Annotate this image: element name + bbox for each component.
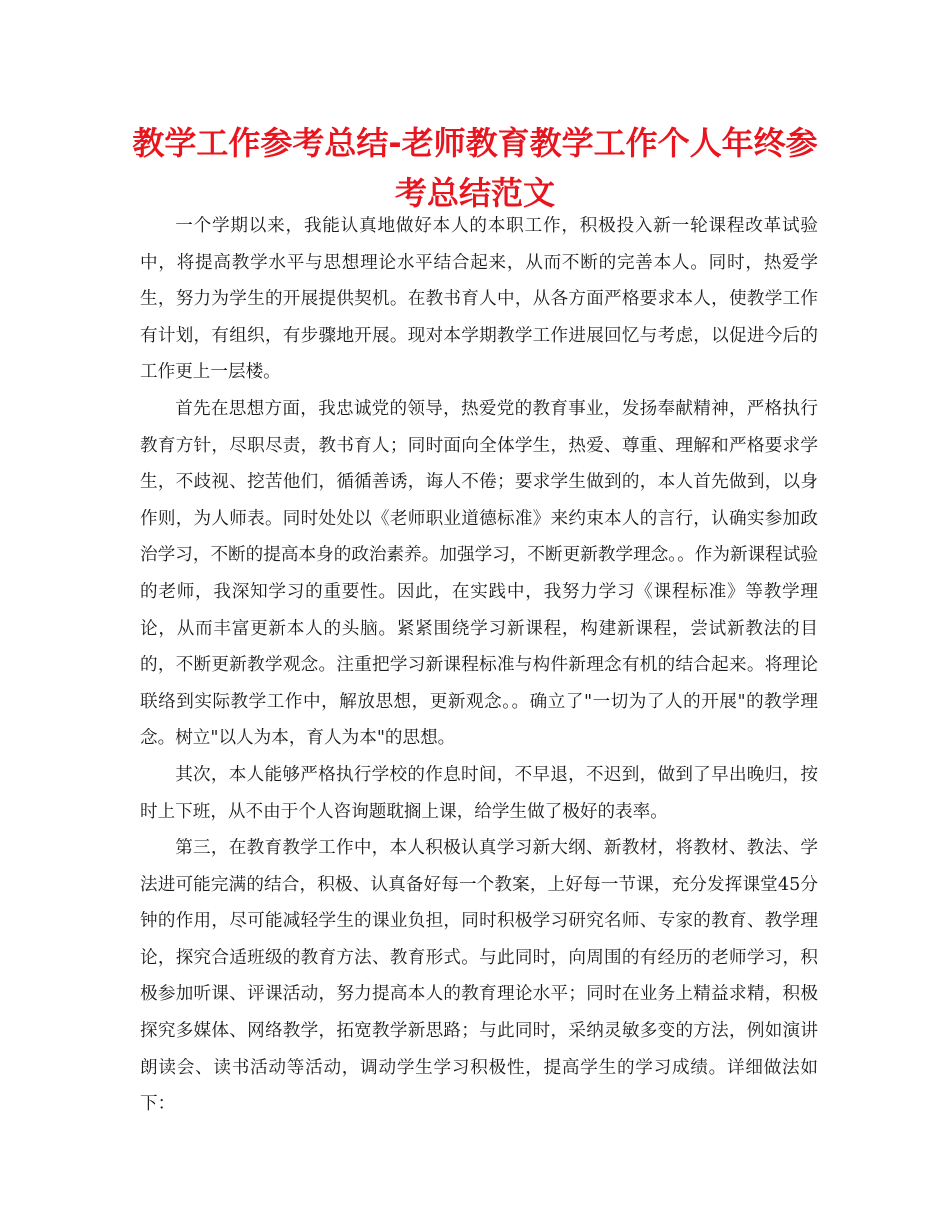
document-body xyxy=(140,208,818,1123)
title-line-1: 教学工作参考总结-老师教育教学工作个人年终参 xyxy=(132,124,818,162)
paragraph-teaching: 第三，在教育教学工作中，本人积极认真学习新大纲、新教材，将教材、教法、学法进可能完满的结合，积极、认真备好每一个教案，上好每一节课，充分发挥课堂45分钟的作用，尽可能减轻学生的课业负担，同时积极学习研究名师、专家的教育、教学理论，探究合适班级的教育方法、教育形式。与此同时，向周围的有经历的老师学习，积极参加听课、评课活动，努力提高本人的教育理论水平；同时在业务上精益求精，积极探究多媒体、网络教学，拓宽教学新思路；与此同时，采纳灵敏多变的方法，例如演讲朗读会、读书活动等活动，调动学生学习积极性，提高学生的学习成绩。详细做法如下： xyxy=(140,838,818,1115)
title-line-2: 考总结范文 xyxy=(394,174,555,212)
paragraph-intro: 一个学期以来，我能认真地做好本人的本职工作，积极投入新一轮课程改革试验中，将提高教学水平与思想理论水平结合起来，从而不断的完善本人。同时，热爱学生，努力为学生的开展提供契机。在教书育人中，从各方面严格要求本人，使教学工作有计划，有组织，有步骤地开展。现对本学期教学工作进展回忆与考虑，以促进今后的工作更上一层楼。 xyxy=(140,216,818,383)
document-title xyxy=(130,118,820,218)
paragraph-ideology: 首先在思想方面，我忠诚党的领导，热爱党的教育事业，发扬奉献精神，严格执行教育方针，尽职尽责，教书育人；同时面向全体学生，热爱、尊重、理解和严格要求学生，不歧视、挖苦他们，循循善诱，诲人不倦；要求学生做到的，本人首先做到，以身作则，为人师表。同时处处以《老师职业道德标准》来约束本人的言行，认确实参加政治学习，不断的提高本身的政治素养。加强学习，不断更新教学理念。。作为新课程试验的老师，我深知学习的重要性。因此，在实践中，我努力学习《课程标准》等教学理论，从而丰富更新本人的头脑。紧紧围绕学习新课程，构建新课程，尝试新教法的目的，不断更新教学观念。注重把学习新课程标准与构件新理念有机的结合起来。将理论联络到实际教学工作中，解放思想，更新观念。。确立了"一切为了人的开展"的教学理念。树立"以人为本，育人为本"的思想。 xyxy=(140,398,818,749)
paragraph-discipline: 其次，本人能够严格执行学校的作息时间，不早退，不迟到，做到了早出晚归，按时上下班，从不由于个人咨询题耽搁上课，给学生做了极好的表率。 xyxy=(140,764,818,822)
